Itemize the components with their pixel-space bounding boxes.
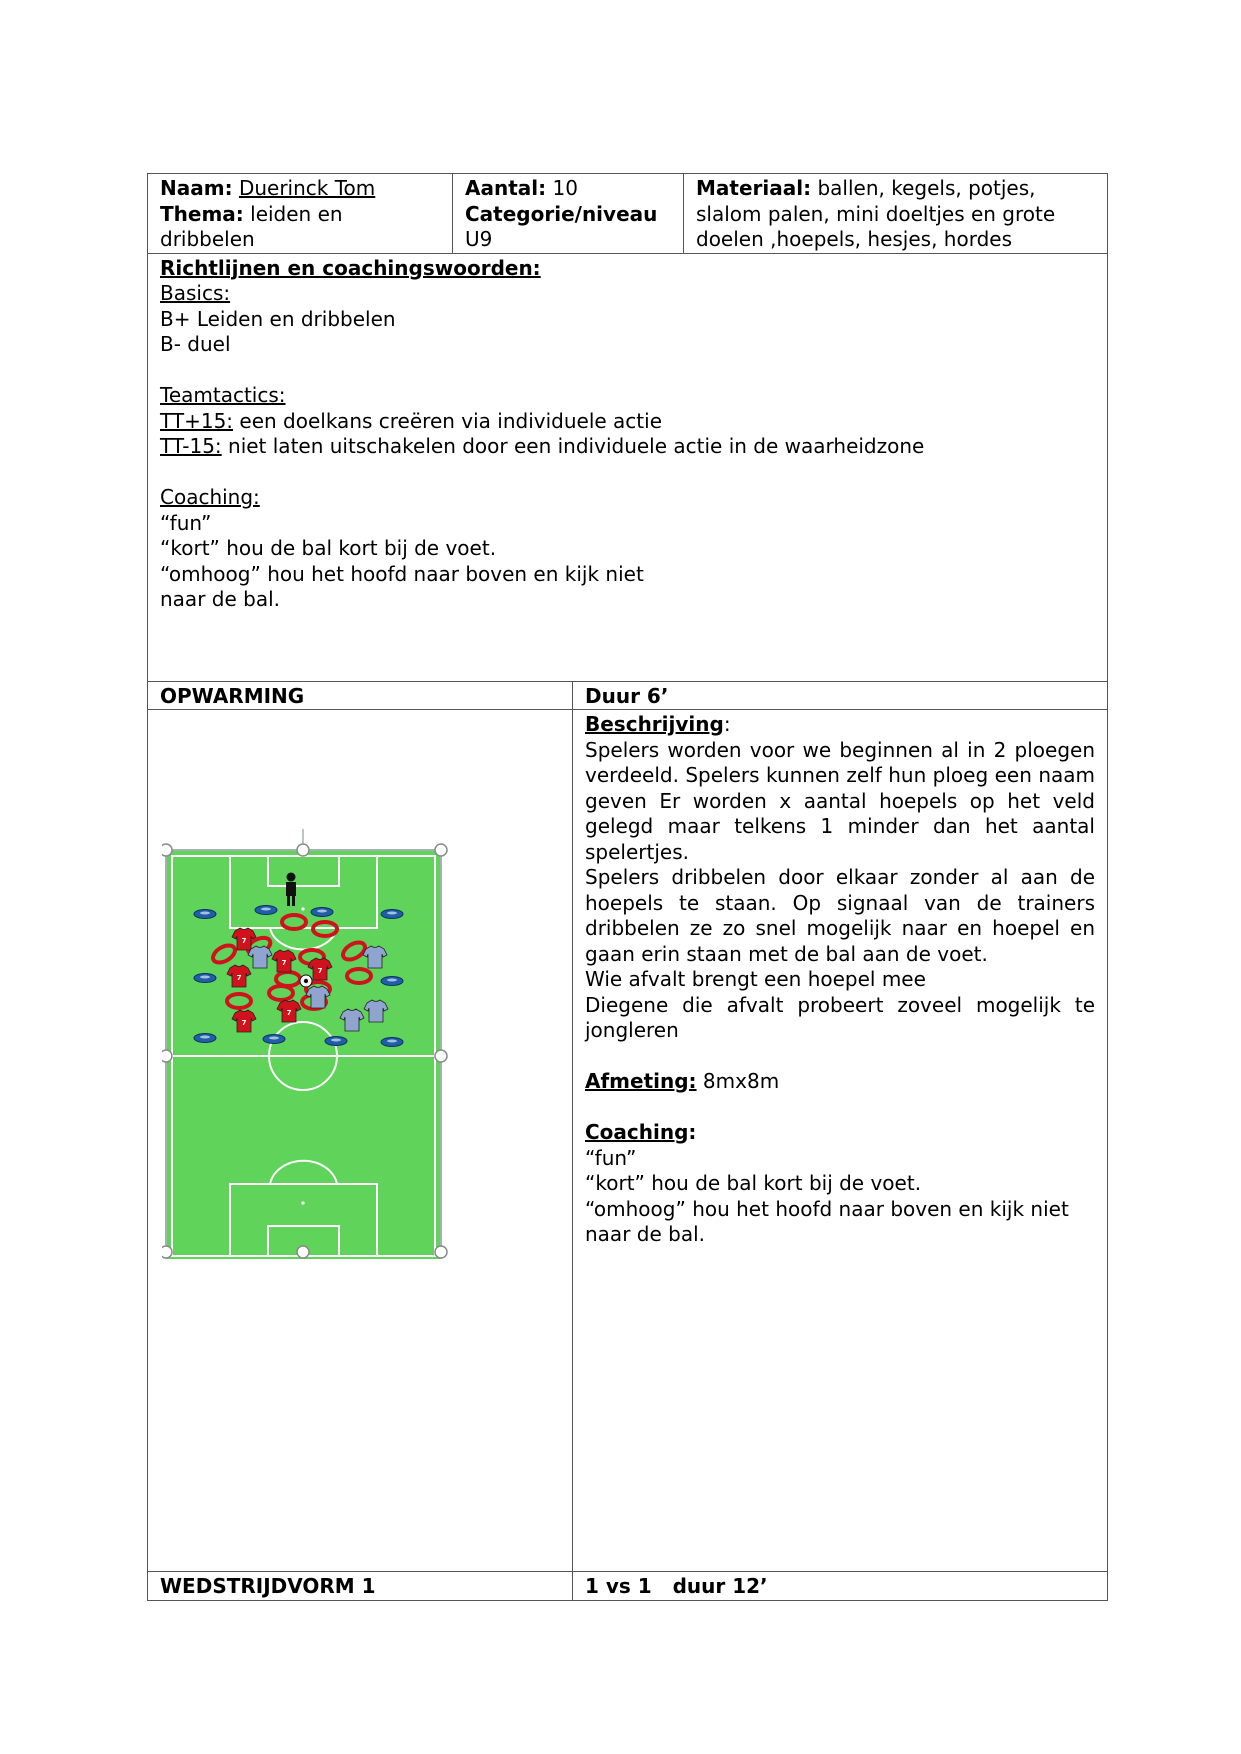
svg-text:7: 7 [281,959,287,967]
afmeting-line [585,1069,1095,1095]
opwarming-diagram-cell [148,710,573,1572]
selection-handle-icon [297,844,309,856]
aantal-categorie-cell [453,174,684,254]
coaching-colon: : [688,1120,697,1144]
selection-handle-icon [435,1050,447,1062]
wedstrijdvorm-title: WEDSTRIJDVORM 1 [148,1572,573,1601]
spacer [585,1044,1095,1070]
selection-handle-icon [435,1246,447,1258]
categorie-label: Categorie/niveau [465,201,658,226]
beschrijving-paragraph: Spelers worden voor we beginnen al in 2 ploegen verdeeld. Spelers kunnen zelf hun ploeg een naam geven Er worden x aantal hoepels op het veld gelegd maar telkens 1 minder dan het aantal spelertjes. [585,737,1095,864]
beschrijving-paragraph: Diegene die afvalt probeert zoveel mogelijk te jongleren [585,992,1095,1042]
basics-item: B- duel [160,332,231,356]
basics-label: Basics: [160,281,231,305]
richtlijnen-row [148,253,1108,681]
materiaal-value: ballen, kegels, potjes, slalom palen, mini doeltjes en grote doelen ,hoepels, hesjes, hordes [696,176,1056,251]
opwarming-title: OPWARMING [148,681,573,710]
beschrijving-heading [585,712,1095,738]
svg-text:7: 7 [241,1019,247,1027]
tt-plus-line [160,409,1095,435]
afmeting-value: 8mx8m [702,1069,780,1093]
basics-item: B+ Leiden en dribbelen [160,306,396,331]
tt-min-text: niet laten uitschakelen door een individuele actie in de waarheidzone [228,434,925,458]
opwarming-description-cell [573,710,1108,1572]
header-row [148,174,1108,254]
tt-plus-text: een doelkans creëren via individuele actie [239,408,663,433]
naam-value: Duerinck Tom [238,176,376,200]
training-plan-table [147,173,1108,1601]
tt-plus-label: TT+15: [160,408,234,433]
richtlijnen-cell [148,253,1108,681]
selection-handle-icon [297,1246,309,1258]
coaching-item: “fun” [160,510,212,535]
afmeting-label: Afmeting: [585,1069,697,1093]
coaching-item: naar de bal. [160,587,280,611]
beschrijving-paragraph: Spelers dribbelen door elkaar zonder al aan de hoepels te staan. Op signaal van de trainers dribbelen ze zo snel mogelijk naar en hoepel en gaan erin staan met de bal aan de voet. [585,865,1095,966]
selection-handle-icon [162,1246,172,1258]
svg-text:7: 7 [317,967,323,975]
opwarming-content-row [148,710,1108,1572]
coaching-item: “kort” hou de bal kort bij de voet. [160,536,497,560]
svg-text:7: 7 [241,937,247,945]
coaching-item: “kort” hou de bal kort bij de voet. [585,1171,922,1195]
naam-label: Naam: [160,176,233,200]
aantal-label: Aantal: [465,176,547,200]
spacer [160,358,1095,384]
spacer [160,460,1095,486]
spacer [585,1095,1095,1121]
thema-label: Thema: [160,201,244,226]
tt-min-line [160,434,1095,460]
coaching-heading [585,1120,1095,1146]
exercise-diagram [162,829,450,1259]
teamtactics-label: Teamtactics: [160,383,286,407]
materiaal-label: Materiaal: [696,176,812,200]
wedstrijdvorm-header-row [148,1572,1108,1601]
opwarming-header-row [148,681,1108,710]
beschrijving-label: Beschrijving [585,712,724,736]
beschrijving-colon: : [723,712,731,736]
coaching-label: Coaching: [160,485,260,509]
richtlijnen-title: Richtlijnen en coachingswoorden: [160,255,541,280]
coaching-item: “omhoog” hou het hoofd naar boven en kijk niet [160,561,644,586]
coaching-item: “omhoog” hou het hoofd naar boven en kijk niet naar de bal. [585,1196,1069,1246]
beschrijving-paragraph: Wie afvalt brengt een hoepel mee [585,967,926,991]
thema-value: leiden en dribbelen [160,201,343,251]
svg-text:7: 7 [286,1009,292,1017]
coaching-item: “fun” [585,1145,637,1170]
selection-handle-icon [162,1050,172,1062]
naam-thema-cell [148,174,453,254]
categorie-value: U9 [465,227,493,251]
ball-icon [300,975,312,987]
aantal-value: 10 [552,176,578,200]
opwarming-duur: Duur 6’ [573,681,1108,710]
tt-min-label: TT-15: [160,434,222,458]
svg-text:7: 7 [236,974,242,982]
selection-handle-icon [435,844,447,856]
materiaal-cell [684,174,1108,254]
coaching-label: Coaching [585,1120,689,1144]
wedstrijdvorm-subtitle: 1 vs 1 duur 12’ [573,1572,1108,1601]
selection-handle-icon [162,844,172,856]
